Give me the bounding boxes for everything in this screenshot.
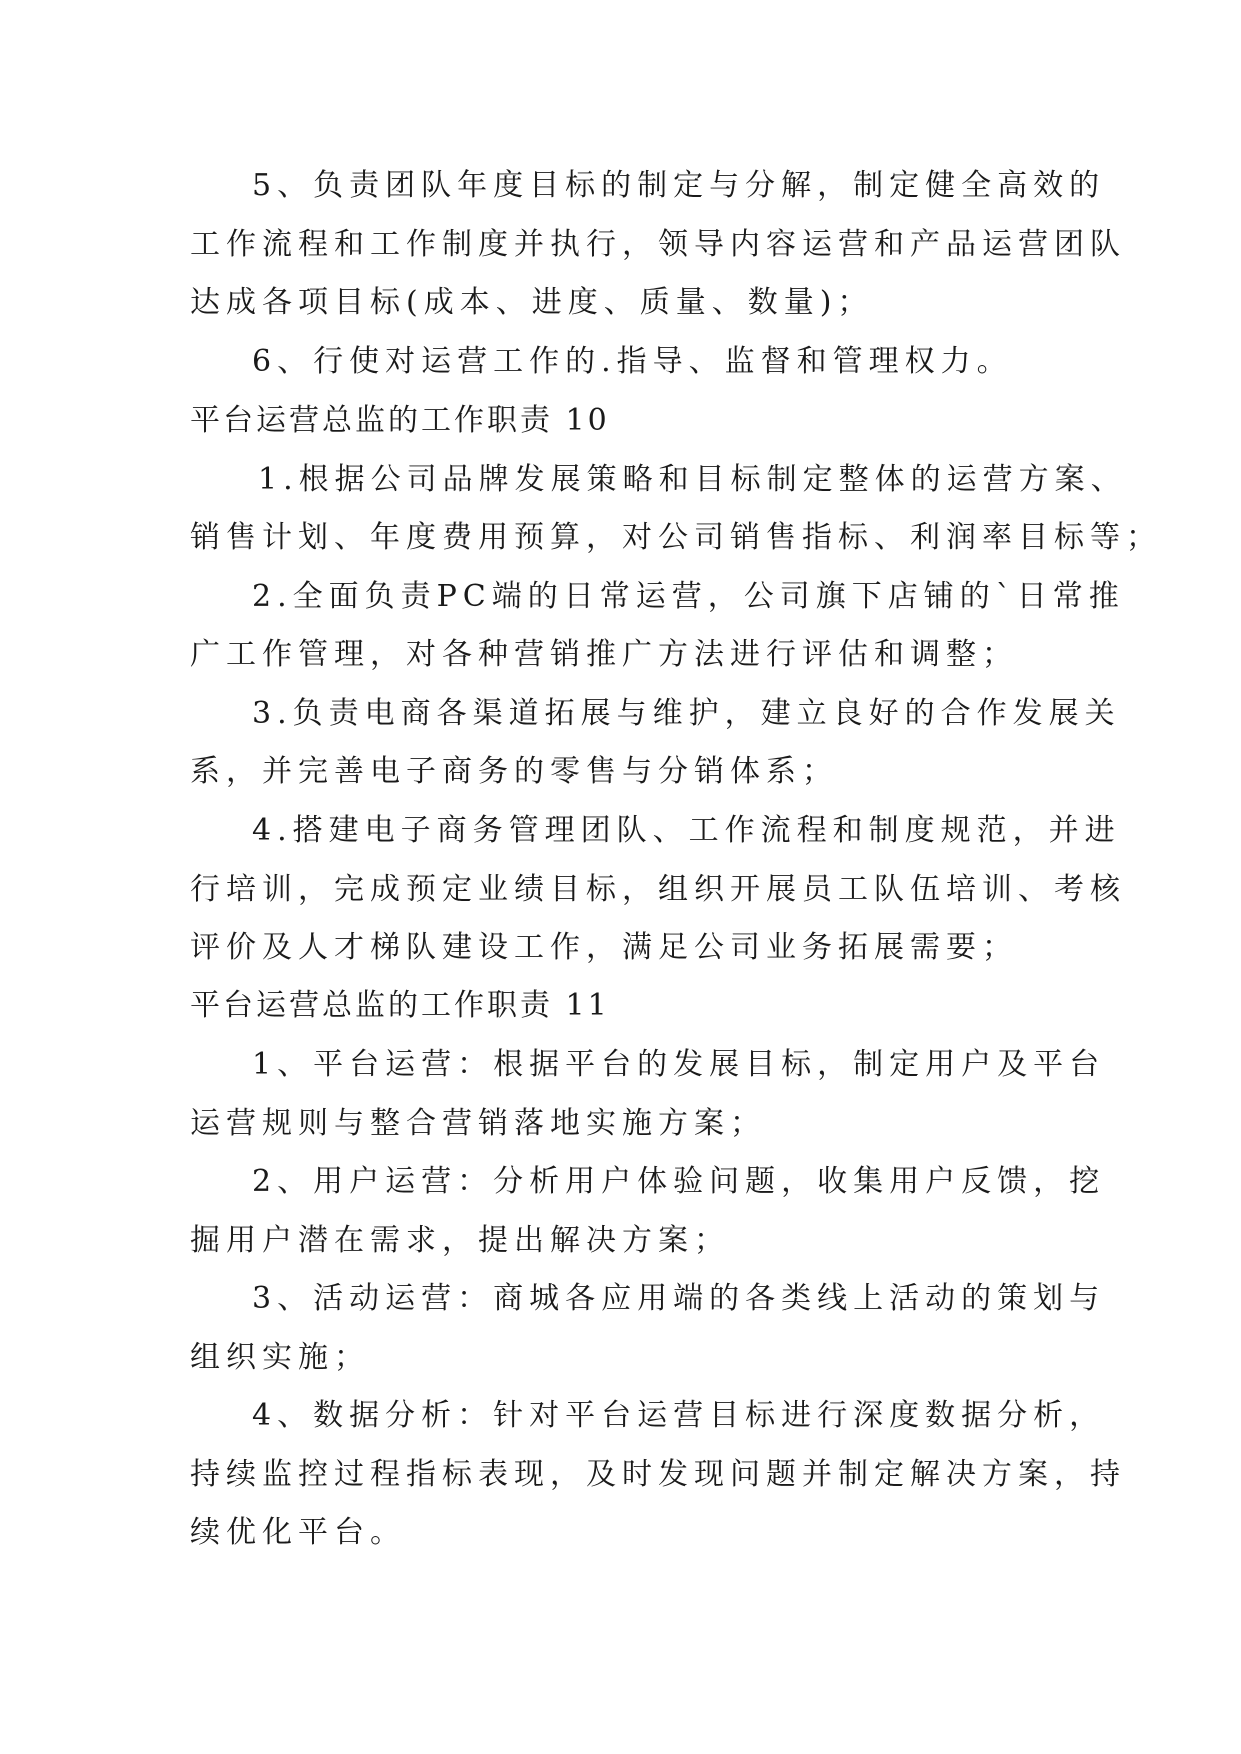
paragraph-line: 组织实施； — [190, 1340, 370, 1375]
paragraph-line: 广工作管理，对各种营销推广方法进行评估和调整； — [190, 637, 1018, 672]
section-heading: 平台运营总监的工作职责 11 — [190, 988, 610, 1023]
paragraph-line: 销售计划、年度费用预算，对公司销售指标、利润率目标等； — [190, 520, 1162, 555]
paragraph-line: 掘用户潜在需求，提出解决方案； — [190, 1223, 730, 1258]
paragraph-line: 达成各项目标(成本、进度、质量、数量)； — [190, 285, 874, 320]
paragraph-line: 行培训，完成预定业绩目标，组织开展员工队伍培训、考核 — [190, 872, 1126, 907]
paragraph-line: 2、用户运营：分析用户体验问题，收集用户反馈，挖 — [252, 1164, 1106, 1199]
section-heading: 平台运营总监的工作职责 10 — [190, 403, 610, 438]
paragraph-line: 运营规则与整合营销落地实施方案； — [190, 1106, 766, 1141]
paragraph-line: 工作流程和工作制度并执行，领导内容运营和产品运营团队 — [190, 227, 1126, 262]
paragraph-line: 1、平台运营：根据平台的发展目标，制定用户及平台 — [252, 1047, 1106, 1082]
paragraph-line: 2.全面负责PC端的日常运营，公司旗下店铺的`日常推 — [252, 579, 1125, 614]
paragraph-line: 4、数据分析：针对平台运营目标进行深度数据分析， — [252, 1398, 1106, 1433]
paragraph-line: 持续监控过程指标表现，及时发现问题并制定解决方案，持 — [190, 1457, 1126, 1492]
paragraph-line: 6、行使对运营工作的.指导、监督和管理权力。 — [252, 344, 1013, 379]
paragraph-line: 系，并完善电子商务的零售与分销体系； — [190, 754, 838, 789]
paragraph-line: 3.负责电商各渠道拓展与维护，建立良好的合作发展关 — [252, 696, 1121, 731]
paragraph-line: 续优化平台。 — [190, 1515, 406, 1550]
paragraph-line: 1.根据公司品牌发展策略和目标制定整体的运营方案、 — [258, 462, 1127, 497]
paragraph-line: 3、活动运营：商城各应用端的各类线上活动的策划与 — [252, 1281, 1106, 1316]
paragraph-line: 评价及人才梯队建设工作，满足公司业务拓展需要； — [190, 930, 1018, 965]
paragraph-line: 4.搭建电子商务管理团队、工作流程和制度规范，并进 — [252, 813, 1121, 848]
paragraph-line: 5、负责团队年度目标的制定与分解，制定健全高效的 — [252, 168, 1106, 203]
